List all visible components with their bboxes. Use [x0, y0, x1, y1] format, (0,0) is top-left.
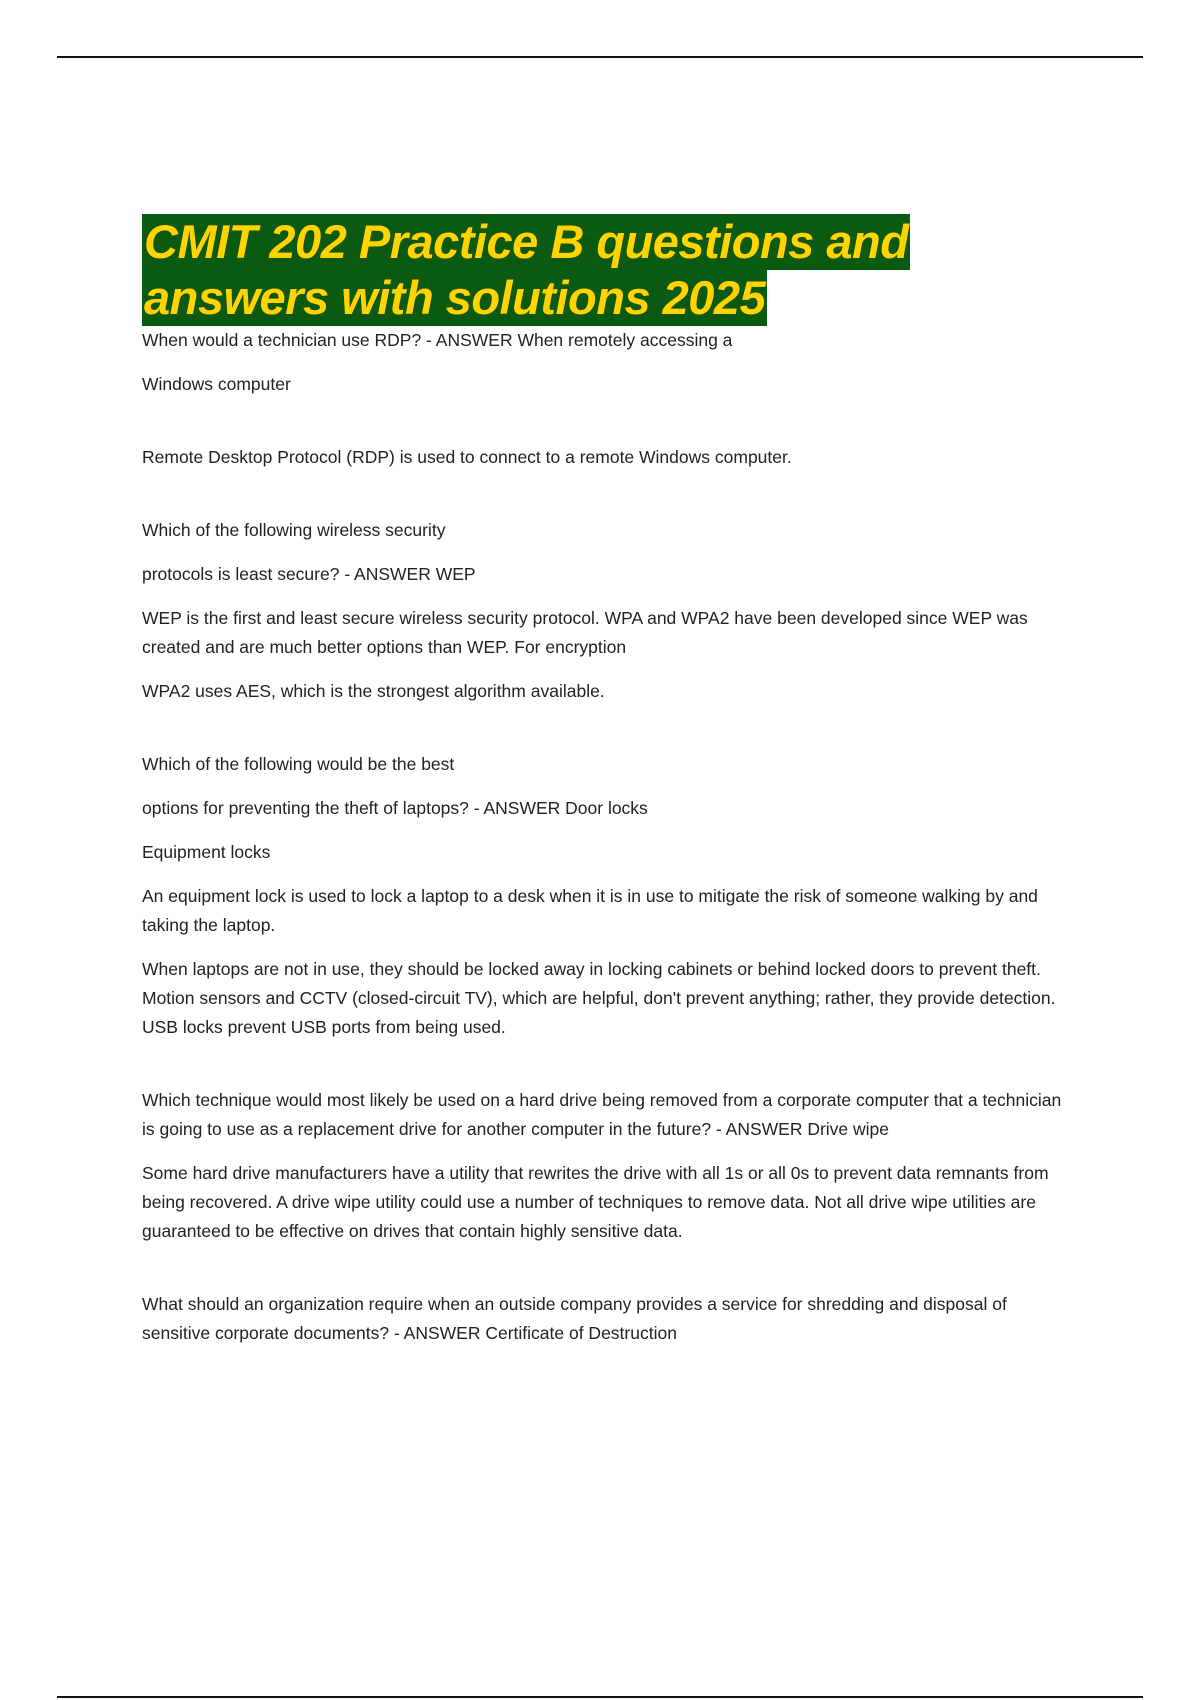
question-line: Equipment locks: [142, 842, 271, 862]
explanation: When laptops are not in use, they should be locked away in locking cabinets or behind locked doors to prevent theft. Motion sensors and CCTV (closed-circuit TV), which are helpful, don't prevent anything; rather, they provide detection. USB locks prevent USB ports from being used.: [142, 959, 1056, 1037]
title-line-1: CMIT 202 Practice B questions and: [144, 215, 909, 268]
question-line: Which technique would most likely be used on a hard drive being removed from a corporate computer that a technician is going to use as a replacement drive for another computer in the future? - ANSWER Drive wipe: [142, 1090, 1062, 1139]
question-line: Which of the following wireless security: [142, 520, 446, 540]
question-line: protocols is least secure? - ANSWER WEP: [142, 564, 476, 584]
top-rule: [57, 56, 1143, 58]
question-line: options for preventing the theft of laptops? - ANSWER Door locks: [142, 798, 648, 818]
explanation: WPA2 uses AES, which is the strongest algorithm available.: [142, 681, 605, 701]
explanation: Remote Desktop Protocol (RDP) is used to connect to a remote Windows computer.: [142, 447, 792, 467]
question-line: When would a technician use RDP? - ANSWER When remotely accessing a: [142, 330, 733, 350]
document-title: [142, 214, 1062, 326]
explanation: An equipment lock is used to lock a laptop to a desk when it is in use to mitigate the risk of someone walking by and taking the laptop.: [142, 886, 1038, 935]
title-line-2: answers with solutions 2025: [144, 271, 766, 324]
document-body: [142, 214, 1062, 1348]
question-line: Which of the following would be the best: [142, 754, 455, 774]
explanation: Some hard drive manufacturers have a utility that rewrites the drive with all 1s or all 0s to prevent data remnants from being recovered. A drive wipe utility could use a number of techniques to remove data. Not all drive wipe utilities are guaranteed to be effective on drives that contain highly sensitive data.: [142, 1163, 1049, 1241]
qa-list: [142, 326, 1062, 1348]
explanation: WEP is the first and least secure wireless security protocol. WPA and WPA2 have been developed since WEP was created and are much better options than WEP. For encryption: [142, 608, 1028, 657]
question-line: Windows computer: [142, 374, 291, 394]
question-line: What should an organization require when an outside company provides a service for shredding and disposal of sensitive corporate documents? - ANSWER Certificate of Destruction: [142, 1294, 1007, 1343]
bottom-rule: [57, 1696, 1143, 1698]
